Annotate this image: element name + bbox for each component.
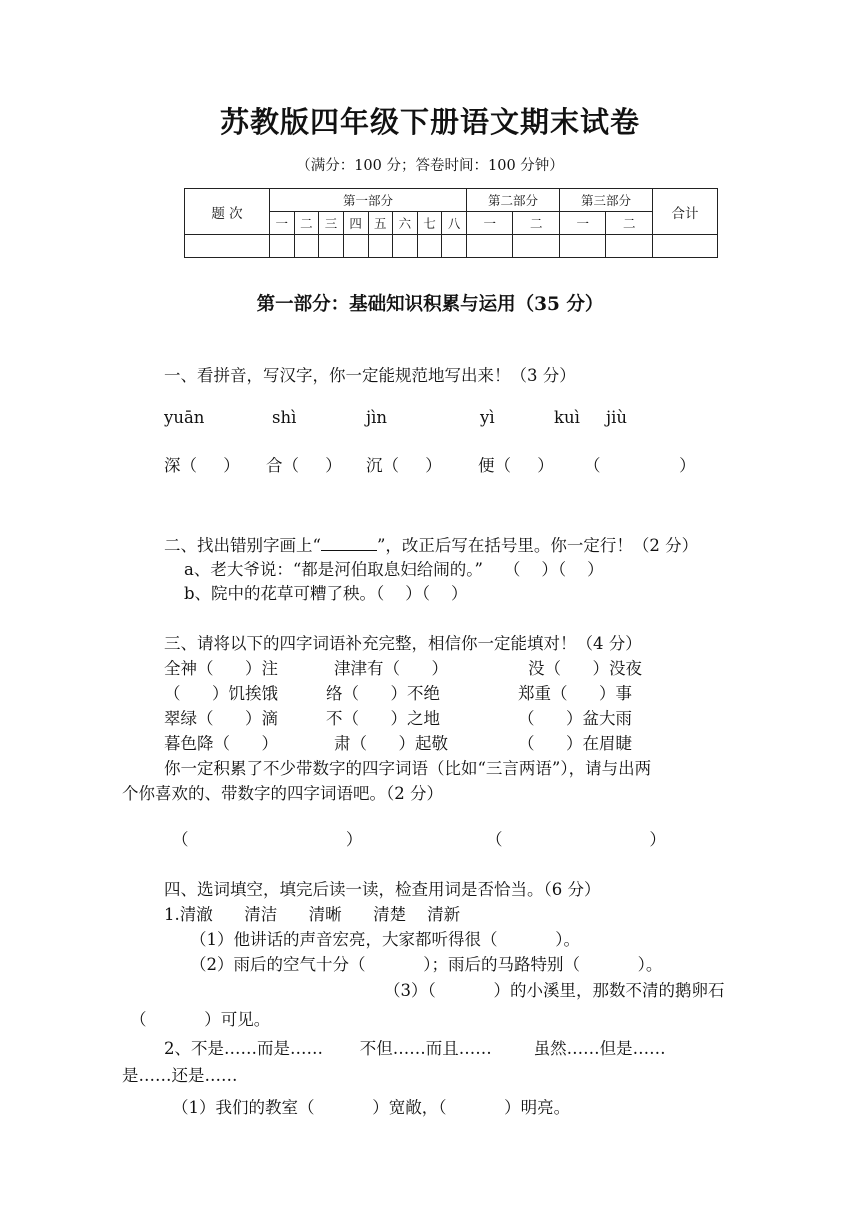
q2-title-pre: 二、找出错别字画上“ xyxy=(164,536,321,555)
score-cell[interactable] xyxy=(368,235,393,258)
score-cell[interactable] xyxy=(559,235,605,258)
idiom-blank[interactable]: （ ）饥挨饿 xyxy=(164,684,278,703)
q3-answer-blank[interactable]: （ ） xyxy=(172,830,363,849)
score-cell[interactable] xyxy=(442,235,467,258)
pinyin-item: kuì xyxy=(554,408,580,427)
q3-answer-blank[interactable]: （ ） xyxy=(486,830,666,849)
pinyin-item: jìn xyxy=(366,408,388,427)
score-cell[interactable] xyxy=(653,235,718,258)
q2-title xyxy=(164,532,698,556)
score-cell[interactable] xyxy=(417,235,442,258)
row-header-cell: 题 次 xyxy=(185,189,270,235)
item-cell: 三 xyxy=(319,212,344,235)
item-cell: 八 xyxy=(442,212,467,235)
idiom-blank[interactable]: 暮色降（ ） xyxy=(164,734,278,753)
q1-answer-blank[interactable]: （ ） xyxy=(584,456,696,475)
idiom-blank[interactable]: （ ）在眉睫 xyxy=(518,734,632,753)
score-cell[interactable] xyxy=(294,235,319,258)
q3-extra-line: 个你喜欢的、带数字的四字词语吧。（2 分） xyxy=(122,784,443,803)
idiom-blank[interactable]: 翠绿（ ）滴 xyxy=(164,709,278,728)
score-table xyxy=(184,188,718,258)
part1-header: 第一部分 xyxy=(270,189,467,212)
q4-sentence[interactable]: （2）雨后的空气十分（ ）；雨后的马路特别（ ）。 xyxy=(190,955,663,974)
idiom-blank[interactable]: 郑重（ ）事 xyxy=(518,684,632,703)
score-cell[interactable] xyxy=(343,235,368,258)
idiom-blank[interactable]: 津津有（ ） xyxy=(334,659,448,678)
item-cell: 一 xyxy=(559,212,605,235)
exam-title: 苏教版四年级下册语文期末试卷 xyxy=(219,105,640,139)
idiom-blank[interactable]: 全神（ ）注 xyxy=(164,659,278,678)
q4-sentence[interactable]: （1）他讲话的声音宏亮，大家都听得很（ ）。 xyxy=(190,930,580,949)
item-cell: 一 xyxy=(467,212,513,235)
q4-title: 四、选词填空，填完后读一读，检查用词是否恰当。（6 分） xyxy=(164,880,601,899)
item-cell: 二 xyxy=(294,212,319,235)
q2-item-a[interactable]: a、老大爷说：“都是河伯取息妇给闹的。” （ ）（ ） xyxy=(184,560,604,579)
q1-title: 一、看拼音，写汉字，你一定能规范地写出来！（3 分） xyxy=(164,366,576,385)
q2-title-post: ”，改正后写在括号里。你一定行！（2 分） xyxy=(376,536,699,555)
q4-sentence[interactable]: （1）我们的教室（ ）宽敞，（ ）明亮。 xyxy=(172,1098,571,1117)
item-cell: 六 xyxy=(393,212,418,235)
score-cell[interactable] xyxy=(513,235,560,258)
item-cell: 五 xyxy=(368,212,393,235)
score-cell[interactable] xyxy=(185,235,270,258)
q1-answer-blank[interactable]: 沉（ ） xyxy=(366,456,442,475)
score-cell[interactable] xyxy=(319,235,344,258)
q1-answer-blank[interactable]: 深（ ） xyxy=(164,456,240,475)
q4-sentence-cont[interactable]: （ ）可见。 xyxy=(130,1010,271,1029)
part2-header: 第二部分 xyxy=(467,189,560,212)
idiom-blank[interactable]: 没（ ）没夜 xyxy=(528,659,642,678)
section1-heading: 第一部分：基础知识积累与运用（35 分） xyxy=(256,294,604,315)
q4-sentence[interactable]: （3）（ ）的小溪里，那数不清的鹅卵石 xyxy=(384,981,725,1000)
item-cell: 四 xyxy=(343,212,368,235)
idiom-blank[interactable]: 肃（ ）起敬 xyxy=(334,734,448,753)
item-cell: 一 xyxy=(270,212,295,235)
idiom-blank[interactable]: （ ）盆大雨 xyxy=(518,709,632,728)
q3-extra-line: 你一定积累了不少带数字的四字词语（比如“三言两语”），请与出两 xyxy=(164,759,652,778)
score-cell[interactable] xyxy=(606,235,653,258)
part3-header: 第三部分 xyxy=(559,189,652,212)
pinyin-item: yì xyxy=(480,408,495,427)
q3-title: 三、请将以下的四字词语补充完整，相信你一定能填对！（4 分） xyxy=(164,634,642,653)
total-header: 合计 xyxy=(653,189,718,235)
pinyin-item: yuān xyxy=(164,408,205,427)
q4-group2-options-cont: 是……还是…… xyxy=(122,1066,238,1085)
score-table-header-row xyxy=(185,189,718,212)
q1-answer-blank[interactable]: 便（ ） xyxy=(478,456,554,475)
q1-answer-blank[interactable]: 合（ ） xyxy=(266,456,342,475)
score-cell[interactable] xyxy=(270,235,295,258)
idiom-blank[interactable]: 不（ ）之地 xyxy=(326,709,440,728)
q4-group2-options: 2、不是……而是…… 不但……而且…… 虽然……但是…… xyxy=(164,1039,666,1058)
score-cell[interactable] xyxy=(393,235,418,258)
pinyin-item: jiù xyxy=(606,408,628,427)
underline-mark xyxy=(321,536,377,551)
score-cell[interactable] xyxy=(467,235,513,258)
exam-subtitle: （满分：100 分；答卷时间：100 分钟） xyxy=(296,158,564,174)
idiom-blank[interactable]: 络（ ）不绝 xyxy=(326,684,440,703)
q4-group1-options: 1.清澈 清洁 清晰 清楚 清新 xyxy=(164,905,461,924)
item-cell: 二 xyxy=(606,212,653,235)
pinyin-item: shì xyxy=(272,408,297,427)
q2-item-b[interactable]: b、院中的花草可糟了秧。（ ）（ ） xyxy=(184,584,468,603)
item-cell: 二 xyxy=(513,212,560,235)
item-cell: 七 xyxy=(417,212,442,235)
score-table-blank-row xyxy=(185,235,718,258)
